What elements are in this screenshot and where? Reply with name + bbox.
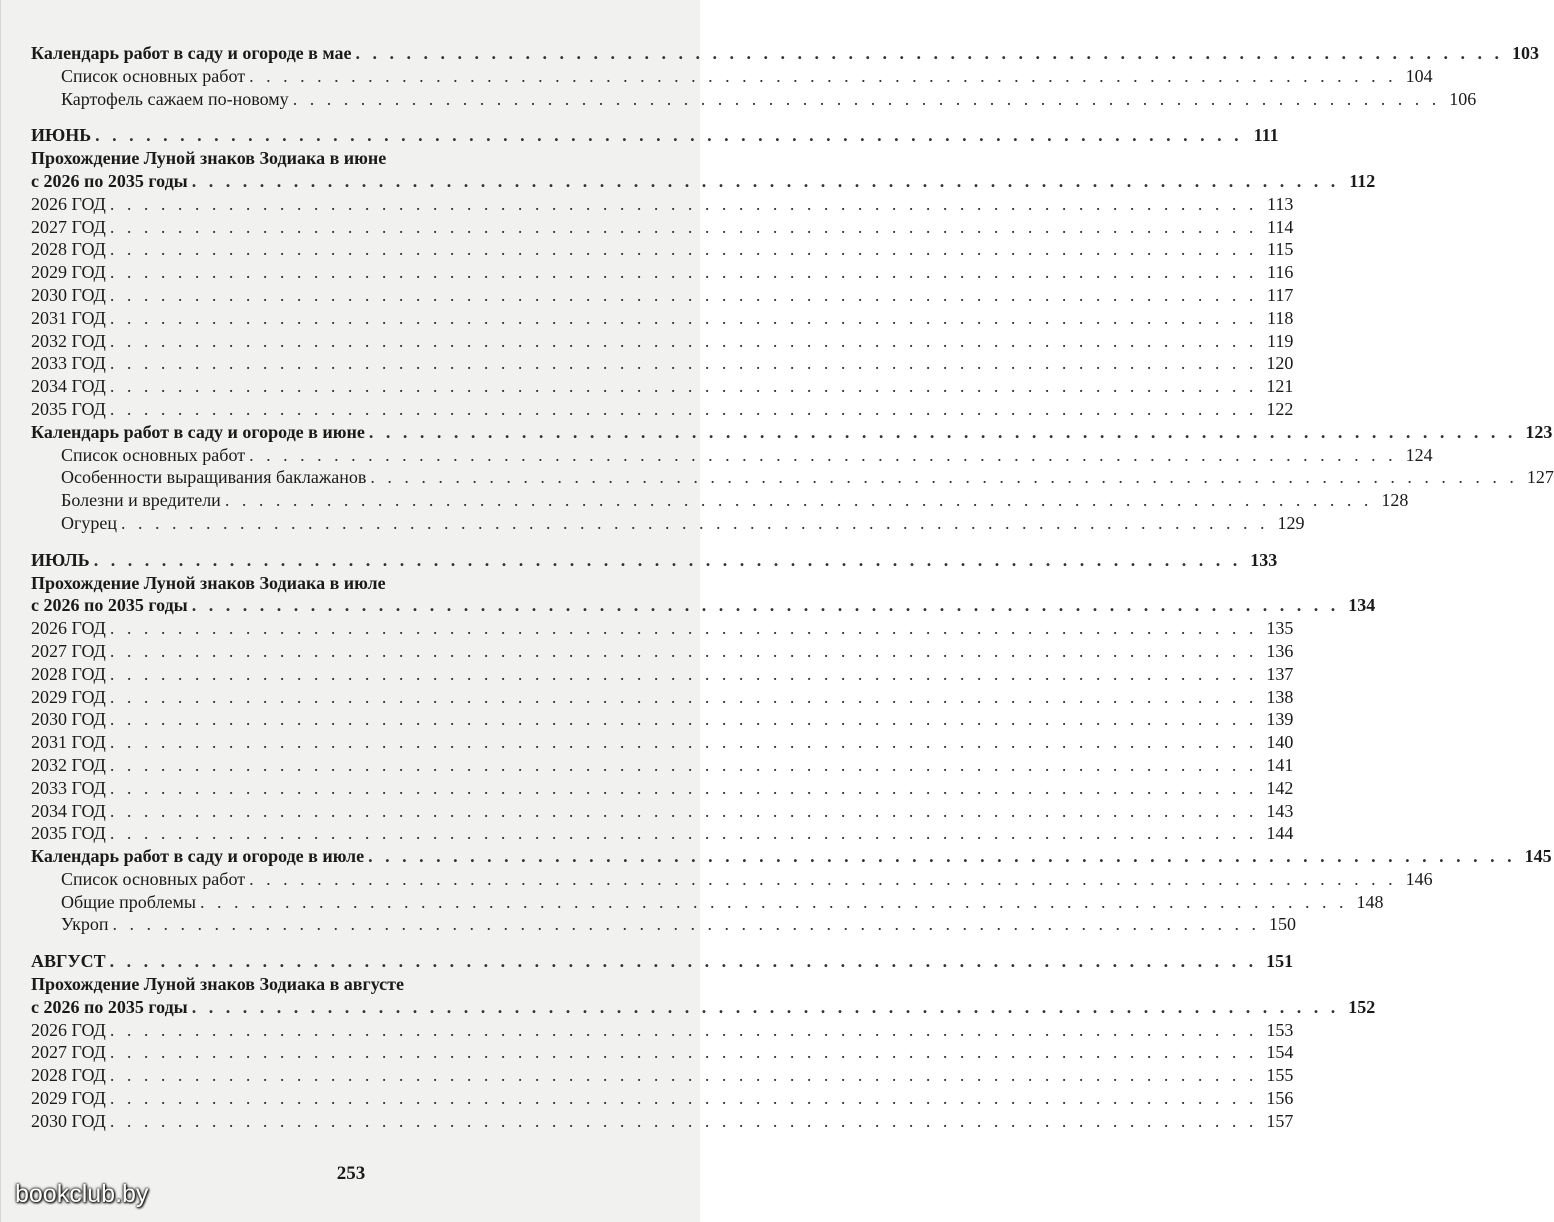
toc-entry-page: 134 — [1348, 595, 1376, 616]
toc-entry — [31, 731, 1294, 754]
toc-entry — [31, 1064, 1294, 1087]
toc-entry — [31, 193, 1294, 216]
toc-entry-title: 2032 ГОД — [31, 330, 106, 351]
toc-entry-title: 2028 ГОД — [31, 239, 106, 260]
toc-entry-page: 141 — [1266, 754, 1294, 775]
toc-leader-dots: . . . . . . . . . . . . . . . . . . . . . . . . . . . . . . . . . . . . . . . . . . . . . . . . . . . . . . . . . . . . . . . . . . . . — [121, 512, 1269, 533]
toc-entry — [31, 124, 1279, 147]
toc-entry-title: ИЮНЬ — [31, 125, 92, 146]
toc-entry-page: 145 — [1524, 846, 1552, 867]
toc-entry-page: 122 — [1266, 398, 1294, 419]
toc-leader-dots: . . . . . . . . . . . . . . . . . . . . . . . . . . . . . . . . . . . . . . . . . . . . . . . . . . . . . . . . . . . . . . . . . . . . — [109, 330, 1258, 351]
toc-entry-page: 152 — [1348, 996, 1376, 1017]
toc-leader-dots: . . . . . . . . . . . . . . . . . . . . . . . . . . . . . . . . . . . . . . . . . . . . . . . . . . . . . . . . . . . . . . . . . . . . — [249, 444, 1397, 465]
toc-entry-title: 2027 ГОД — [31, 1042, 106, 1063]
toc-entry — [31, 466, 1554, 489]
toc-entry-title: АВГУСТ — [31, 951, 106, 972]
toc-leader-dots: . . . . . . . . . . . . . . . . . . . . . . . . . . . . . . . . . . . . . . . . . . . . . . . . . . . . . . . . . . . . . . . . . . . . — [109, 823, 1258, 844]
watermark: bookclub.by — [15, 1180, 149, 1208]
toc-entry — [31, 950, 1294, 973]
toc-entry — [31, 421, 1553, 444]
toc-entry-title: 2034 ГОД — [31, 800, 106, 821]
page-number: 253 — [336, 1163, 366, 1184]
toc-entry-page: 127 — [1526, 467, 1554, 488]
toc-entry — [31, 686, 1294, 709]
table-of-contents — [31, 42, 1554, 1133]
toc-entry-page: 153 — [1266, 1019, 1294, 1040]
toc-entry-page: 154 — [1266, 1042, 1294, 1063]
toc-entry-title: 2026 ГОД — [31, 1019, 106, 1040]
toc-leader-dots: . . . . . . . . . . . . . . . . . . . . . . . . . . . . . . . . . . . . . . . . . . . . . . . . . . . . . . . . . . . . . . . . . . . . — [199, 891, 1348, 912]
toc-entry-page: 135 — [1266, 618, 1294, 639]
toc-entry — [31, 398, 1294, 421]
toc-leader-dots: . . . . . . . . . . . . . . . . . . . . . . . . . . . . . . . . . . . . . . . . . . . . . . . . . . . . . . . . . . . . . . . . . . . . — [191, 996, 1340, 1017]
toc-leader-dots: . . . . . . . . . . . . . . . . . . . . . . . . . . . . . . . . . . . . . . . . . . . . . . . . . . . . . . . . . . . . . . . . . . . . — [109, 216, 1258, 237]
toc-leader-dots: . . . . . . . . . . . . . . . . . . . . . . . . . . . . . . . . . . . . . . . . . . . . . . . . . . . . . . . . . . . . . . . . . . . . — [109, 777, 1258, 798]
toc-entry — [31, 65, 1433, 88]
toc-entry-page: 106 — [1449, 88, 1477, 109]
toc-entry-title: Картофель сажаем по-новому — [61, 88, 289, 109]
toc-entry-title: 2034 ГОД — [31, 376, 106, 397]
toc-leader-dots: . . . . . . . . . . . . . . . . . . . . . . . . . . . . . . . . . . . . . . . . . . . . . . . . . . . . . . . . . . . . . . . . . . . . — [109, 640, 1258, 661]
toc-leader-dots: . . . . . . . . . . . . . . . . . . . . . . . . . . . . . . . . . . . . . . . . . . . . . . . . . . . . . . . . . . . . . . . . . . . . — [249, 868, 1397, 889]
toc-entry-title: 2026 ГОД — [31, 193, 106, 214]
toc-leader-dots: . . . . . . . . . . . . . . . . . . . . . . . . . . . . . . . . . . . . . . . . . . . . . . . . . . . . . . . . . . . . . . . . . . . . — [109, 951, 1258, 972]
toc-leader-dots: . . . . . . . . . . . . . . . . . . . . . . . . . . . . . . . . . . . . . . . . . . . . . . . . . . . . . . . . . . . . . . . . . . . . — [112, 914, 1261, 935]
toc-entry-title: Календарь работ в саду и огороде в июле — [31, 846, 365, 867]
toc-entry-title: 2028 ГОД — [31, 1065, 106, 1086]
toc-entry-page: 138 — [1266, 686, 1294, 707]
toc-entry — [31, 800, 1294, 823]
toc-entry-page: 140 — [1266, 732, 1294, 753]
toc-entry-page: 142 — [1266, 777, 1294, 798]
toc-entry-page: 129 — [1277, 512, 1305, 533]
toc-entry-title: Список основных работ — [61, 65, 246, 86]
toc-leader-dots: . . . . . . . . . . . . . . . . . . . . . . . . . . . . . . . . . . . . . . . . . . . . . . . . . . . . . . . . . . . . . . . . . . . . — [370, 467, 1518, 488]
toc-entry — [31, 549, 1278, 572]
toc-entry-page: 133 — [1250, 549, 1278, 570]
toc-leader-dots: . . . . . . . . . . . . . . . . . . . . . . . . . . . . . . . . . . . . . . . . . . . . . . . . . . . . . . . . . . . . . . . . . . . . — [109, 353, 1258, 374]
toc-entry-page: 119 — [1267, 330, 1294, 351]
toc-entry-page: 104 — [1405, 65, 1433, 86]
toc-entry-page: 116 — [1267, 262, 1294, 283]
toc-entry — [31, 42, 1540, 65]
toc-leader-dots: . . . . . . . . . . . . . . . . . . . . . . . . . . . . . . . . . . . . . . . . . . . . . . . . . . . . . . . . . . . . . . . . . . . . — [368, 421, 1517, 442]
toc-entry-page: 115 — [1267, 239, 1294, 260]
toc-entry-page: 112 — [1349, 170, 1376, 191]
toc-leader-dots: . . . . . . . . . . . . . . . . . . . . . . . . . . . . . . . . . . . . . . . . . . . . . . . . . . . . . . . . . . . . . . . . . . . . — [249, 65, 1397, 86]
toc-entry — [31, 822, 1294, 845]
toc-entry — [31, 261, 1294, 284]
toc-entry — [31, 640, 1294, 663]
toc-leader-dots: . . . . . . . . . . . . . . . . . . . . . . . . . . . . . . . . . . . . . . . . . . . . . . . . . . . . . . . . . . . . . . . . . . . . — [109, 1042, 1258, 1063]
toc-entry-title: Календарь работ в саду и огороде в мае — [31, 43, 352, 63]
toc-leader-dots: . . . . . . . . . . . . . . . . . . . . . . . . . . . . . . . . . . . . . . . . . . . . . . . . . . . . . . . . . . . . . . . . . . . . — [109, 307, 1258, 328]
toc-entry — [31, 1087, 1294, 1110]
toc-leader-dots: . . . . . . . . . . . . . . . . . . . . . . . . . . . . . . . . . . . . . . . . . . . . . . . . . . . . . . . . . . . . . . . . . . . . — [109, 262, 1258, 283]
toc-entry — [31, 489, 1409, 512]
toc-entry-title: 2026 ГОД — [31, 618, 106, 639]
toc-entry-title: Список основных работ — [61, 444, 246, 465]
toc-leader-dots: . . . . . . . . . . . . . . . . . . . . . . . . . . . . . . . . . . . . . . . . . . . . . . . . . . . . . . . . . . . . . . . . . . . . — [368, 846, 1516, 867]
toc-entry-title: Общие проблемы — [61, 891, 196, 912]
toc-entry-title: 2027 ГОД — [31, 216, 106, 237]
toc-entry-title: с 2026 по 2035 годы — [31, 996, 188, 1017]
toc-entry-page: 137 — [1266, 663, 1294, 684]
toc-entry-title: Прохождение Луной знаков Зодиака в августе — [31, 974, 404, 995]
toc-entry — [31, 307, 1294, 330]
toc-entry — [31, 216, 1294, 239]
toc-leader-dots: . . . . . . . . . . . . . . . . . . . . . . . . . . . . . . . . . . . . . . . . . . . . . . . . . . . . . . . . . . . . . . . . . . . . — [109, 239, 1258, 260]
toc-entry-page: 144 — [1266, 823, 1294, 844]
toc-entry — [31, 891, 1384, 914]
toc-entry — [31, 973, 671, 996]
toc-leader-dots: . . . . . . . . . . . . . . . . . . . . . . . . . . . . . . . . . . . . . . . . . . . . . . . . . . . . . . . . . . . . . . . . . . . . — [109, 618, 1258, 639]
toc-entry-page: 150 — [1269, 914, 1297, 935]
toc-entry-title: 2030 ГОД — [31, 709, 106, 730]
toc-entry — [31, 375, 1294, 398]
toc-leader-dots: . . . . . . . . . . . . . . . . . . . . . . . . . . . . . . . . . . . . . . . . . . . . . . . . . . . . . . . . . . . . . . . . . . . . — [109, 1110, 1258, 1131]
toc-entry-title: с 2026 по 2035 годы — [31, 170, 188, 191]
toc-entry — [31, 1019, 1294, 1042]
toc-leader-dots: . . . . . . . . . . . . . . . . . . . . . . . . . . . . . . . . . . . . . . . . . . . . . . . . . . . . . . . . . . . . . . . . . . . . — [109, 1065, 1258, 1086]
toc-entry-title: 2030 ГОД — [31, 1110, 106, 1131]
toc-leader-dots: . . . . . . . . . . . . . . . . . . . . . . . . . . . . . . . . . . . . . . . . . . . . . . . . . . . . . . . . . . . . . . . . . . . . — [109, 732, 1258, 753]
toc-entry — [31, 663, 1294, 686]
toc-leader-dots: . . . . . . . . . . . . . . . . . . . . . . . . . . . . . . . . . . . . . . . . . . . . . . . . . . . . . . . . . . . . . . . . . . . . — [109, 284, 1258, 305]
toc-entry — [31, 284, 1294, 307]
toc-entry — [31, 147, 671, 170]
toc-leader-dots: . . . . . . . . . . . . . . . . . . . . . . . . . . . . . . . . . . . . . . . . . . . . . . . . . . . . . . . . . . . . . . . . . . . . — [93, 549, 1242, 570]
toc-entry-page: 155 — [1266, 1065, 1294, 1086]
toc-leader-dots: . . . . . . . . . . . . . . . . . . . . . . . . . . . . . . . . . . . . . . . . . . . . . . . . . . . . . . . . . . . . . . . . . . . . — [95, 125, 1243, 146]
toc-entry — [31, 617, 1294, 640]
toc-leader-dots: . . . . . . . . . . . . . . . . . . . . . . . . . . . . . . . . . . . . . . . . . . . . . . . . . . . . . . . . . . . . . . . . . . . . — [109, 1019, 1258, 1040]
toc-entry — [31, 1110, 1294, 1133]
toc-leader-dots: . . . . . . . . . . . . . . . . . . . . . . . . . . . . . . . . . . . . . . . . . . . . . . . . . . . . . . . . . . . . . . . . . . . . — [109, 800, 1258, 821]
toc-entry — [31, 170, 1376, 193]
toc-leader-dots: . . . . . . . . . . . . . . . . . . . . . . . . . . . . . . . . . . . . . . . . . . . . . . . . . . . . . . . . . . . . . . . . . . . . — [109, 709, 1258, 730]
toc-entry-title: 2030 ГОД — [31, 284, 106, 305]
toc-entry-title: 2032 ГОД — [31, 754, 106, 775]
toc-leader-dots: . . . . . . . . . . . . . . . . . . . . . . . . . . . . . . . . . . . . . . . . . . . . . . . . . . . . . . . . . . . . . . . . . . . . — [109, 1088, 1258, 1109]
toc-entry — [31, 913, 1297, 936]
toc-entry — [31, 708, 1294, 731]
toc-entry-page: 111 — [1253, 125, 1279, 146]
toc-entry-title: Список основных работ — [61, 868, 246, 889]
toc-entry-title: 2028 ГОД — [31, 663, 106, 684]
toc-entry-title: с 2026 по 2035 годы — [31, 595, 188, 616]
toc-entry-title: 2029 ГОД — [31, 686, 106, 707]
toc-leader-dots: . . . . . . . . . . . . . . . . . . . . . . . . . . . . . . . . . . . . . . . . . . . . . . . . . . . . . . . . . . . . . . . . . . . . — [292, 88, 1441, 109]
toc-leader-dots: . . . . . . . . . . . . . . . . . . . . . . . . . . . . . . . . . . . . . . . . . . . . . . . . . . . . . . . . . . . . . . . . . . . . — [109, 398, 1258, 419]
toc-entry-title: 2035 ГОД — [31, 823, 106, 844]
toc-leader-dots: . . . . . . . . . . . . . . . . . . . . . . . . . . . . . . . . . . . . . . . . . . . . . . . . . . . . . . . . . . . . . . . . . . . . — [109, 663, 1258, 684]
toc-entry — [31, 572, 671, 595]
toc-entry-page: 151 — [1266, 951, 1294, 972]
toc-leader-dots: . . . . . . . . . . . . . . . . . . . . . . . . . . . . . . . . . . . . . . . . . . . . . . . . . . . . . . . . . . . . . . . . . . . . — [191, 595, 1340, 616]
toc-entry-page: 118 — [1267, 307, 1294, 328]
toc-entry — [31, 777, 1294, 800]
toc-leader-dots: . . . . . . . . . . . . . . . . . . . . . . . . . . . . . . . . . . . . . . . . . . . . . . . . . . . . . . . . . . . . . . . . . . . . — [355, 43, 1504, 63]
toc-entry-page: 143 — [1266, 800, 1294, 821]
toc-entry — [31, 868, 1433, 891]
toc-leader-dots: . . . . . . . . . . . . . . . . . . . . . . . . . . . . . . . . . . . . . . . . . . . . . . . . . . . . . . . . . . . . . . . . . . . . — [109, 754, 1258, 775]
toc-entry-title: Календарь работ в саду и огороде в июне — [31, 421, 365, 442]
toc-entry — [31, 352, 1294, 375]
toc-entry-page: 120 — [1266, 353, 1294, 374]
toc-entry-page: 128 — [1381, 490, 1409, 511]
toc-entry-page: 121 — [1266, 376, 1294, 397]
toc-entry-page: 139 — [1266, 709, 1294, 730]
toc-entry-page: 103 — [1512, 43, 1540, 63]
toc-entry-title: 2033 ГОД — [31, 777, 106, 798]
toc-entry-page: 113 — [1267, 193, 1294, 214]
toc-entry — [31, 594, 1376, 617]
toc-leader-dots: . . . . . . . . . . . . . . . . . . . . . . . . . . . . . . . . . . . . . . . . . . . . . . . . . . . . . . . . . . . . . . . . . . . . — [109, 376, 1258, 397]
toc-entry-title: 2029 ГОД — [31, 1088, 106, 1109]
toc-entry — [31, 845, 1552, 868]
toc-entry-title: Прохождение Луной знаков Зодиака в июле — [31, 572, 386, 593]
toc-entry — [31, 512, 1305, 535]
toc-leader-dots: . . . . . . . . . . . . . . . . . . . . . . . . . . . . . . . . . . . . . . . . . . . . . . . . . . . . . . . . . . . . . . . . . . . . — [109, 686, 1258, 707]
toc-entry-title: 2031 ГОД — [31, 732, 106, 753]
toc-entry-page: 148 — [1356, 891, 1384, 912]
toc-entry-page: 123 — [1525, 421, 1553, 442]
toc-entry-page: 136 — [1266, 640, 1294, 661]
toc-entry — [31, 1041, 1294, 1064]
toc-entry-title: 2029 ГОД — [31, 262, 106, 283]
toc-entry-page: 157 — [1266, 1110, 1294, 1131]
toc-entry — [31, 996, 1376, 1019]
toc-entry-page: 117 — [1267, 284, 1294, 305]
toc-entry-title: 2035 ГОД — [31, 398, 106, 419]
toc-entry — [31, 238, 1294, 261]
toc-entry-title: Укроп — [61, 914, 109, 935]
toc-entry — [31, 754, 1294, 777]
toc-entry-title: 2031 ГОД — [31, 307, 106, 328]
toc-leader-dots: . . . . . . . . . . . . . . . . . . . . . . . . . . . . . . . . . . . . . . . . . . . . . . . . . . . . . . . . . . . . . . . . . . . . — [109, 193, 1258, 214]
toc-entry-title: ИЮЛЬ — [31, 549, 90, 570]
toc-entry-page: 156 — [1266, 1088, 1294, 1109]
toc-entry-title: Огурец — [61, 512, 118, 533]
toc-entry-title: Болезни и вредители — [61, 490, 221, 511]
toc-entry-page: 146 — [1405, 868, 1433, 889]
toc-entry-title: Прохождение Луной знаков Зодиака в июне — [31, 148, 387, 169]
toc-entry-page: 114 — [1267, 216, 1294, 237]
toc-entry-page: 124 — [1405, 444, 1433, 465]
toc-entry — [31, 88, 1477, 111]
toc-entry-title: 2027 ГОД — [31, 640, 106, 661]
toc-entry-title: 2033 ГОД — [31, 353, 106, 374]
toc-entry — [31, 330, 1294, 353]
toc-entry-title: Особенности выращивания баклажанов — [61, 467, 367, 488]
toc-leader-dots: . . . . . . . . . . . . . . . . . . . . . . . . . . . . . . . . . . . . . . . . . . . . . . . . . . . . . . . . . . . . . . . . . . . . — [191, 170, 1340, 191]
toc-leader-dots: . . . . . . . . . . . . . . . . . . . . . . . . . . . . . . . . . . . . . . . . . . . . . . . . . . . . . . . . . . . . . . . . . . . . — [224, 490, 1373, 511]
toc-entry — [31, 444, 1433, 467]
